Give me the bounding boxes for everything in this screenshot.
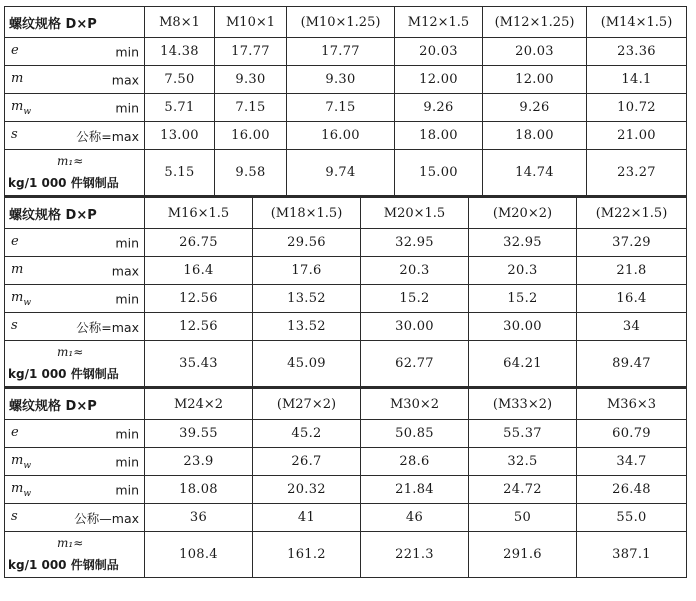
table-cell: 13.52	[253, 313, 361, 341]
table-cell: 14.1	[587, 66, 687, 94]
row-label	[5, 66, 145, 94]
table-cell: 161.2	[253, 532, 361, 578]
table-cell: 5.15	[145, 150, 215, 196]
table-cell: 7.15	[215, 94, 287, 122]
table-cell: 12.00	[395, 66, 483, 94]
table-cell: 16.4	[577, 285, 687, 313]
dimension-table	[4, 387, 687, 578]
row-label	[5, 257, 145, 285]
table-cell: 12.00	[483, 66, 587, 94]
table-cell: 21.84	[361, 476, 469, 504]
column-header: M10×1	[215, 7, 287, 38]
table-cell: 387.1	[577, 532, 687, 578]
row-symbol: e	[11, 233, 19, 249]
row-qualifier: min	[115, 291, 139, 306]
mass-label	[5, 150, 145, 196]
table-cell: 13.52	[253, 285, 361, 313]
table-cell: 16.00	[287, 122, 395, 150]
row-symbol: $m_w$	[11, 98, 32, 117]
column-header: (M22×1.5)	[577, 197, 687, 229]
table-cell: 15.2	[361, 285, 469, 313]
table-cell: 50	[469, 504, 577, 532]
table-row	[5, 420, 687, 448]
column-header: M20×1.5	[361, 197, 469, 229]
row-label	[5, 313, 145, 341]
table-cell: 23.36	[587, 38, 687, 66]
table-cell: 23.9	[145, 448, 253, 476]
row-qualifier: max	[111, 263, 139, 278]
header-row	[5, 388, 687, 420]
table-cell: 9.26	[395, 94, 483, 122]
mass-symbol: m₁≈	[57, 345, 84, 359]
row-symbol: m	[11, 261, 24, 277]
table-cell: 24.72	[469, 476, 577, 504]
table-cell: 5.71	[145, 94, 215, 122]
row-symbol: e	[11, 42, 19, 58]
table-cell: 41	[253, 504, 361, 532]
table-cell: 45.09	[253, 341, 361, 387]
table-cell: 17.77	[287, 38, 395, 66]
table-cell: 14.74	[483, 150, 587, 196]
table-cell: 39.55	[145, 420, 253, 448]
column-header: (M10×1.25)	[287, 7, 395, 38]
table-cell: 45.2	[253, 420, 361, 448]
table-cell: 7.50	[145, 66, 215, 94]
table-cell: 26.75	[145, 229, 253, 257]
table-cell: 9.74	[287, 150, 395, 196]
thread-spec-label: 螺纹规格 D×P	[5, 7, 145, 38]
table-row	[5, 66, 687, 94]
table-cell: 26.48	[577, 476, 687, 504]
mass-unit: kg/1 000 件钢制品	[8, 367, 119, 381]
table-row	[5, 122, 687, 150]
row-qualifier: max	[111, 72, 139, 87]
mass-label	[5, 532, 145, 578]
table-cell: 26.7	[253, 448, 361, 476]
column-header: M8×1	[145, 7, 215, 38]
row-symbol: e	[11, 424, 19, 440]
table-cell: 30.00	[469, 313, 577, 341]
row-label	[5, 504, 145, 532]
table-cell: 108.4	[145, 532, 253, 578]
table-cell: 30.00	[361, 313, 469, 341]
column-header: (M18×1.5)	[253, 197, 361, 229]
row-qualifier: 公称=max	[76, 319, 139, 335]
column-header: (M27×2)	[253, 388, 361, 420]
table-cell: 18.00	[395, 122, 483, 150]
mass-unit: kg/1 000 件钢制品	[8, 176, 119, 190]
table-cell: 50.85	[361, 420, 469, 448]
table-cell: 18.00	[483, 122, 587, 150]
row-label	[5, 285, 145, 313]
row-symbol: $m_w$	[11, 452, 32, 471]
table-row	[5, 448, 687, 476]
table-row	[5, 504, 687, 532]
thread-spec-label: 螺纹规格 D×P	[5, 388, 145, 420]
row-qualifier: min	[115, 100, 139, 115]
table-cell: 9.58	[215, 150, 287, 196]
column-header: M30×2	[361, 388, 469, 420]
row-qualifier: min	[115, 44, 139, 59]
table-cell: 14.38	[145, 38, 215, 66]
table-row	[5, 476, 687, 504]
header-row	[5, 197, 687, 229]
mass-row	[5, 532, 687, 578]
table-cell: 13.00	[145, 122, 215, 150]
dimension-table	[4, 196, 687, 387]
column-header: (M20×2)	[469, 197, 577, 229]
table-block-3	[4, 387, 686, 578]
table-cell: 28.6	[361, 448, 469, 476]
table-cell: 221.3	[361, 532, 469, 578]
row-symbol: $m_w$	[11, 289, 32, 308]
table-cell: 20.03	[395, 38, 483, 66]
table-cell: 20.3	[361, 257, 469, 285]
row-label	[5, 476, 145, 504]
table-cell: 64.21	[469, 341, 577, 387]
table-cell: 32.95	[469, 229, 577, 257]
mass-row	[5, 150, 687, 196]
column-header: M36×3	[577, 388, 687, 420]
row-symbol: s	[11, 508, 18, 524]
nut-dimension-sheet	[4, 6, 686, 578]
mass-symbol: m₁≈	[57, 154, 84, 168]
header-row	[5, 7, 687, 38]
table-cell: 46	[361, 504, 469, 532]
table-cell: 20.32	[253, 476, 361, 504]
table-cell: 18.08	[145, 476, 253, 504]
table-cell: 21.8	[577, 257, 687, 285]
row-label	[5, 94, 145, 122]
row-qualifier: 公称—max	[74, 510, 139, 526]
table-cell: 32.95	[361, 229, 469, 257]
column-header: (M12×1.25)	[483, 7, 587, 38]
table-row	[5, 38, 687, 66]
column-header: M12×1.5	[395, 7, 483, 38]
table-cell: 291.6	[469, 532, 577, 578]
row-qualifier: min	[115, 454, 139, 469]
table-cell: 10.72	[587, 94, 687, 122]
table-cell: 7.15	[287, 94, 395, 122]
table-cell: 12.56	[145, 285, 253, 313]
table-cell: 23.27	[587, 150, 687, 196]
row-qualifier: min	[115, 426, 139, 441]
table-cell: 36	[145, 504, 253, 532]
table-block-1	[4, 6, 686, 196]
table-cell: 37.29	[577, 229, 687, 257]
row-qualifier: min	[115, 235, 139, 250]
table-cell: 15.2	[469, 285, 577, 313]
table-cell: 21.00	[587, 122, 687, 150]
table-cell: 35.43	[145, 341, 253, 387]
row-symbol: s	[11, 126, 18, 142]
row-symbol: s	[11, 317, 18, 333]
table-cell: 9.30	[215, 66, 287, 94]
table-cell: 16.4	[145, 257, 253, 285]
table-row	[5, 257, 687, 285]
table-cell: 60.79	[577, 420, 687, 448]
table-cell: 20.03	[483, 38, 587, 66]
table-cell: 9.26	[483, 94, 587, 122]
row-label	[5, 122, 145, 150]
column-header: (M33×2)	[469, 388, 577, 420]
table-cell: 29.56	[253, 229, 361, 257]
table-block-2	[4, 196, 686, 387]
table-cell: 62.77	[361, 341, 469, 387]
mass-unit: kg/1 000 件钢制品	[8, 558, 119, 572]
thread-spec-label: 螺纹规格 D×P	[5, 197, 145, 229]
column-header: M16×1.5	[145, 197, 253, 229]
row-label	[5, 420, 145, 448]
table-cell: 34	[577, 313, 687, 341]
table-cell: 20.3	[469, 257, 577, 285]
row-qualifier: 公称=max	[76, 128, 139, 144]
row-label	[5, 448, 145, 476]
row-qualifier: min	[115, 482, 139, 497]
table-row	[5, 229, 687, 257]
row-symbol: m	[11, 70, 24, 86]
table-cell: 17.6	[253, 257, 361, 285]
column-header: M24×2	[145, 388, 253, 420]
table-cell: 55.37	[469, 420, 577, 448]
mass-label	[5, 341, 145, 387]
table-row	[5, 94, 687, 122]
table-cell: 34.7	[577, 448, 687, 476]
row-label	[5, 229, 145, 257]
table-cell: 17.77	[215, 38, 287, 66]
table-cell: 55.0	[577, 504, 687, 532]
table-cell: 15.00	[395, 150, 483, 196]
table-cell: 16.00	[215, 122, 287, 150]
table-cell: 9.30	[287, 66, 395, 94]
table-cell: 12.56	[145, 313, 253, 341]
mass-row	[5, 341, 687, 387]
table-row	[5, 313, 687, 341]
dimension-table	[4, 6, 687, 196]
column-header: (M14×1.5)	[587, 7, 687, 38]
table-row	[5, 285, 687, 313]
table-cell: 32.5	[469, 448, 577, 476]
mass-symbol: m₁≈	[57, 536, 84, 550]
table-cell: 89.47	[577, 341, 687, 387]
row-label	[5, 38, 145, 66]
row-symbol: $m_w$	[11, 480, 32, 499]
